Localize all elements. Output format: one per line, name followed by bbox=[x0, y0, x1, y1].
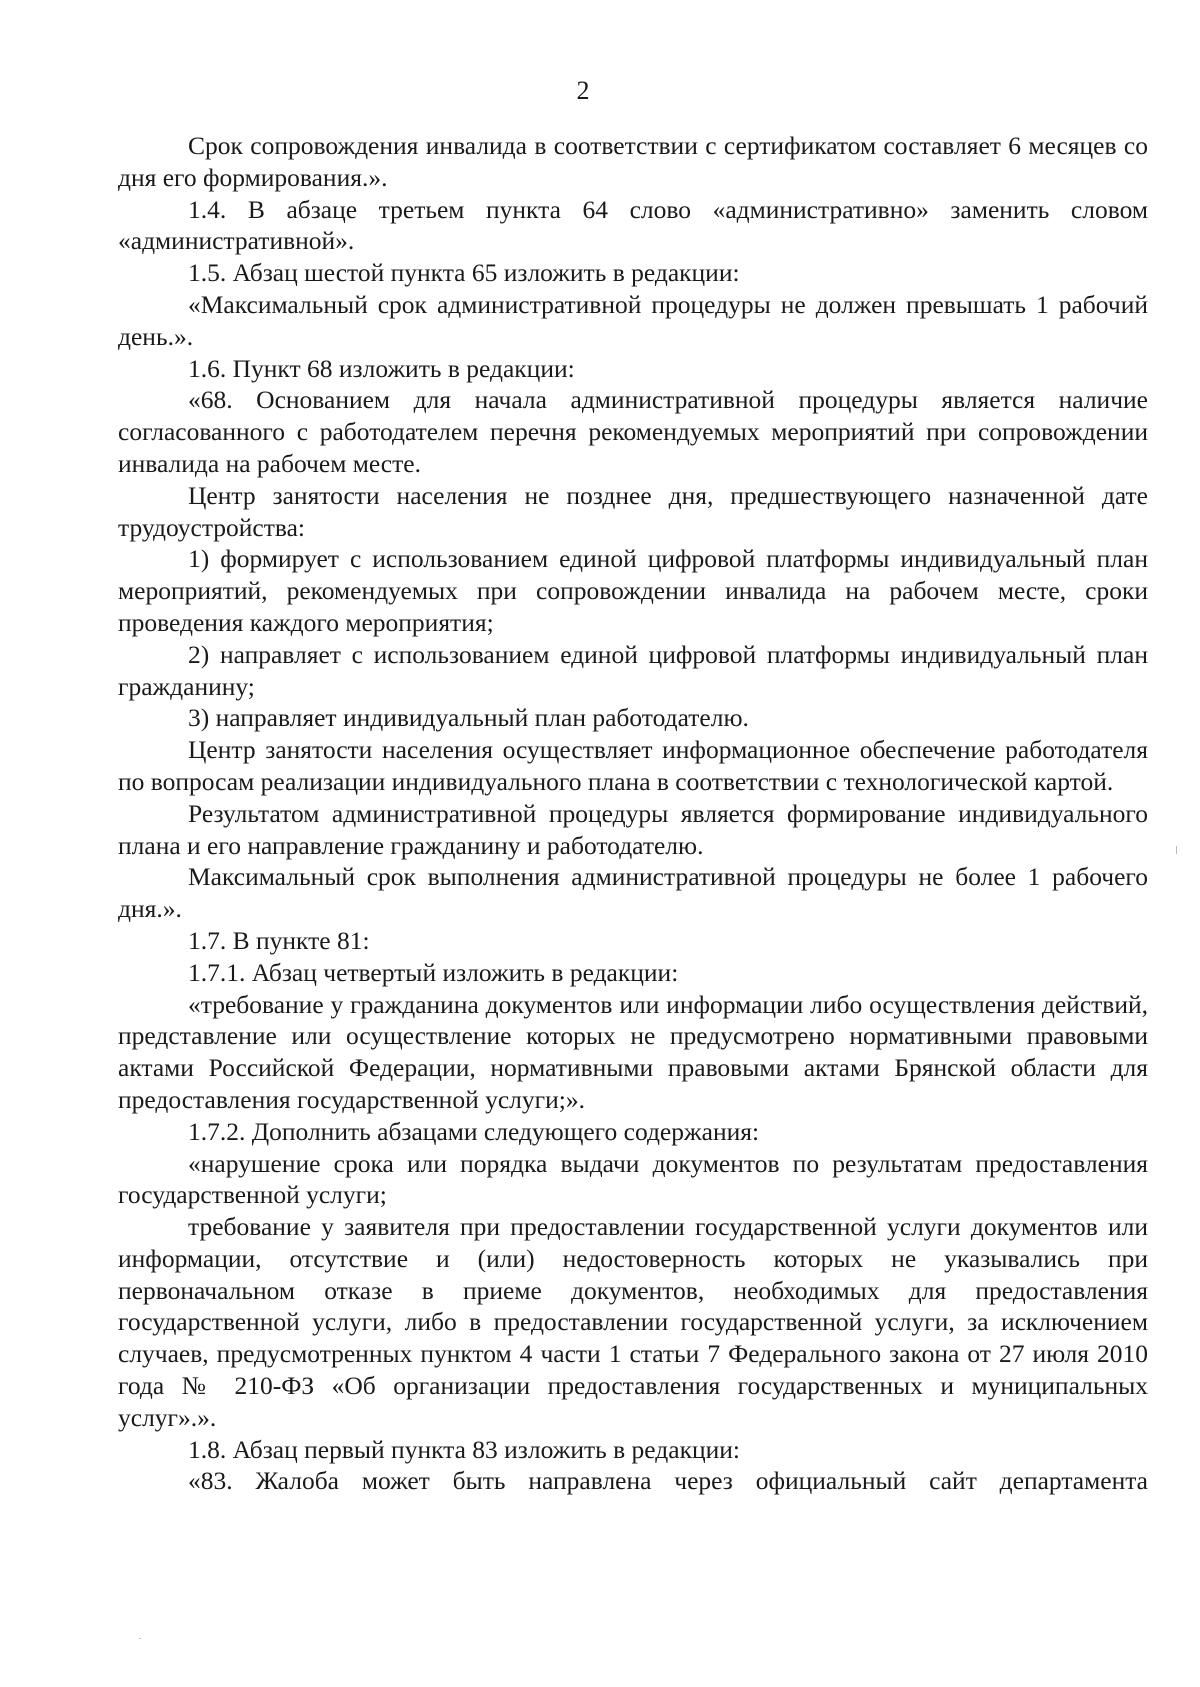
paragraph: «Максимальный срок административной процедуры не должен превышать 1 рабочий день.». bbox=[118, 289, 1148, 351]
paragraph: 1.7.2. Дополнить абзацами следующего содержания: bbox=[188, 1116, 760, 1146]
paragraph: Центр занятости населения не позднее дня, предшествующего назначенной дате трудоустройства: bbox=[118, 480, 1148, 542]
paragraph: «83. Жалоба может быть направлена через официальный сайт департамента bbox=[188, 1466, 1148, 1496]
paragraph: 1.6. Пункт 68 изложить в редакции: bbox=[188, 353, 575, 383]
paragraph: 1) формирует с использованием единой цифровой платформы индивидуальный план мероприятий, рекомендуемых при сопровождении инвалида на рабочем месте, сроки проведения каждого мероприятия; bbox=[118, 544, 1148, 637]
scan-mark bbox=[139, 1638, 141, 1639]
paragraph: 1.8. Абзац первый пункта 83 изложить в редакции: bbox=[188, 1434, 740, 1464]
paragraph: 2) направляет с использованием единой цифровой платформы индивидуальный план гражданину; bbox=[118, 639, 1148, 701]
paragraph: Центр занятости населения осуществляет информационное обеспечение работодателя по вопросам реализации индивидуального плана в соответствии с технологической картой. bbox=[118, 735, 1148, 796]
paragraph: 1.5. Абзац шестой пункта 65 изложить в редакции: bbox=[188, 258, 740, 288]
paragraph: Результатом административной процедуры является формирование индивидуального плана и его направление гражданину и работодателю. bbox=[118, 798, 1148, 860]
paragraph: «68. Основанием для начала административной процедуры является наличие согласованного с работодателем перечня рекомендуемых мероприятий при сопровождении инвалида на рабочем месте. bbox=[118, 385, 1148, 478]
paragraph: требование у заявителя при предоставлении государственной услуги документов или информации, отсутствие и (или) недостоверность которых не указывались при первоначальном отказе в приеме документов, необходимых для предоставления государственной услуги, либо в предоставлении государственной услуги, за исключением случаев, предусмотренных пунктом 4 части 1 статьи 7 Федерального закона от 27 июля 2010 года № 210-ФЗ «Об организации предоставления государственных и муниципальных услуг».». bbox=[118, 1212, 1148, 1432]
paragraph: «нарушение срока или порядка выдачи документов по результатам предоставления государственной услуги; bbox=[118, 1148, 1148, 1210]
paragraph: Срок сопровождения инвалида в соответствии с сертификатом составляет 6 месяцев со дня его формирования.». bbox=[118, 131, 1148, 192]
document-body bbox=[118, 130, 1148, 1497]
paragraph: «требование у гражданина документов или информации либо осуществления действий, представление или осуществление которых не предусмотрено нормативными правовыми актами Российской Федерации, нормативными правовыми актами Брянской области для предоставления государственной услуги;». bbox=[118, 989, 1148, 1114]
paragraph: 3) направляет индивидуальный план работодателю. bbox=[188, 703, 749, 733]
paragraph: 1.4. В абзаце третьем пункта 64 слово «административно» заменить словом «административной». bbox=[118, 194, 1148, 256]
paragraph: Максимальный срок выполнения административной процедуры не более 1 рабочего дня.». bbox=[118, 862, 1148, 924]
scan-mark bbox=[1176, 846, 1177, 854]
paragraph: 1.7.1. Абзац четвертый изложить в редакции: bbox=[188, 957, 679, 987]
paragraph: 1.7. В пункте 81: bbox=[188, 925, 370, 955]
page-number: 2 bbox=[576, 76, 590, 105]
